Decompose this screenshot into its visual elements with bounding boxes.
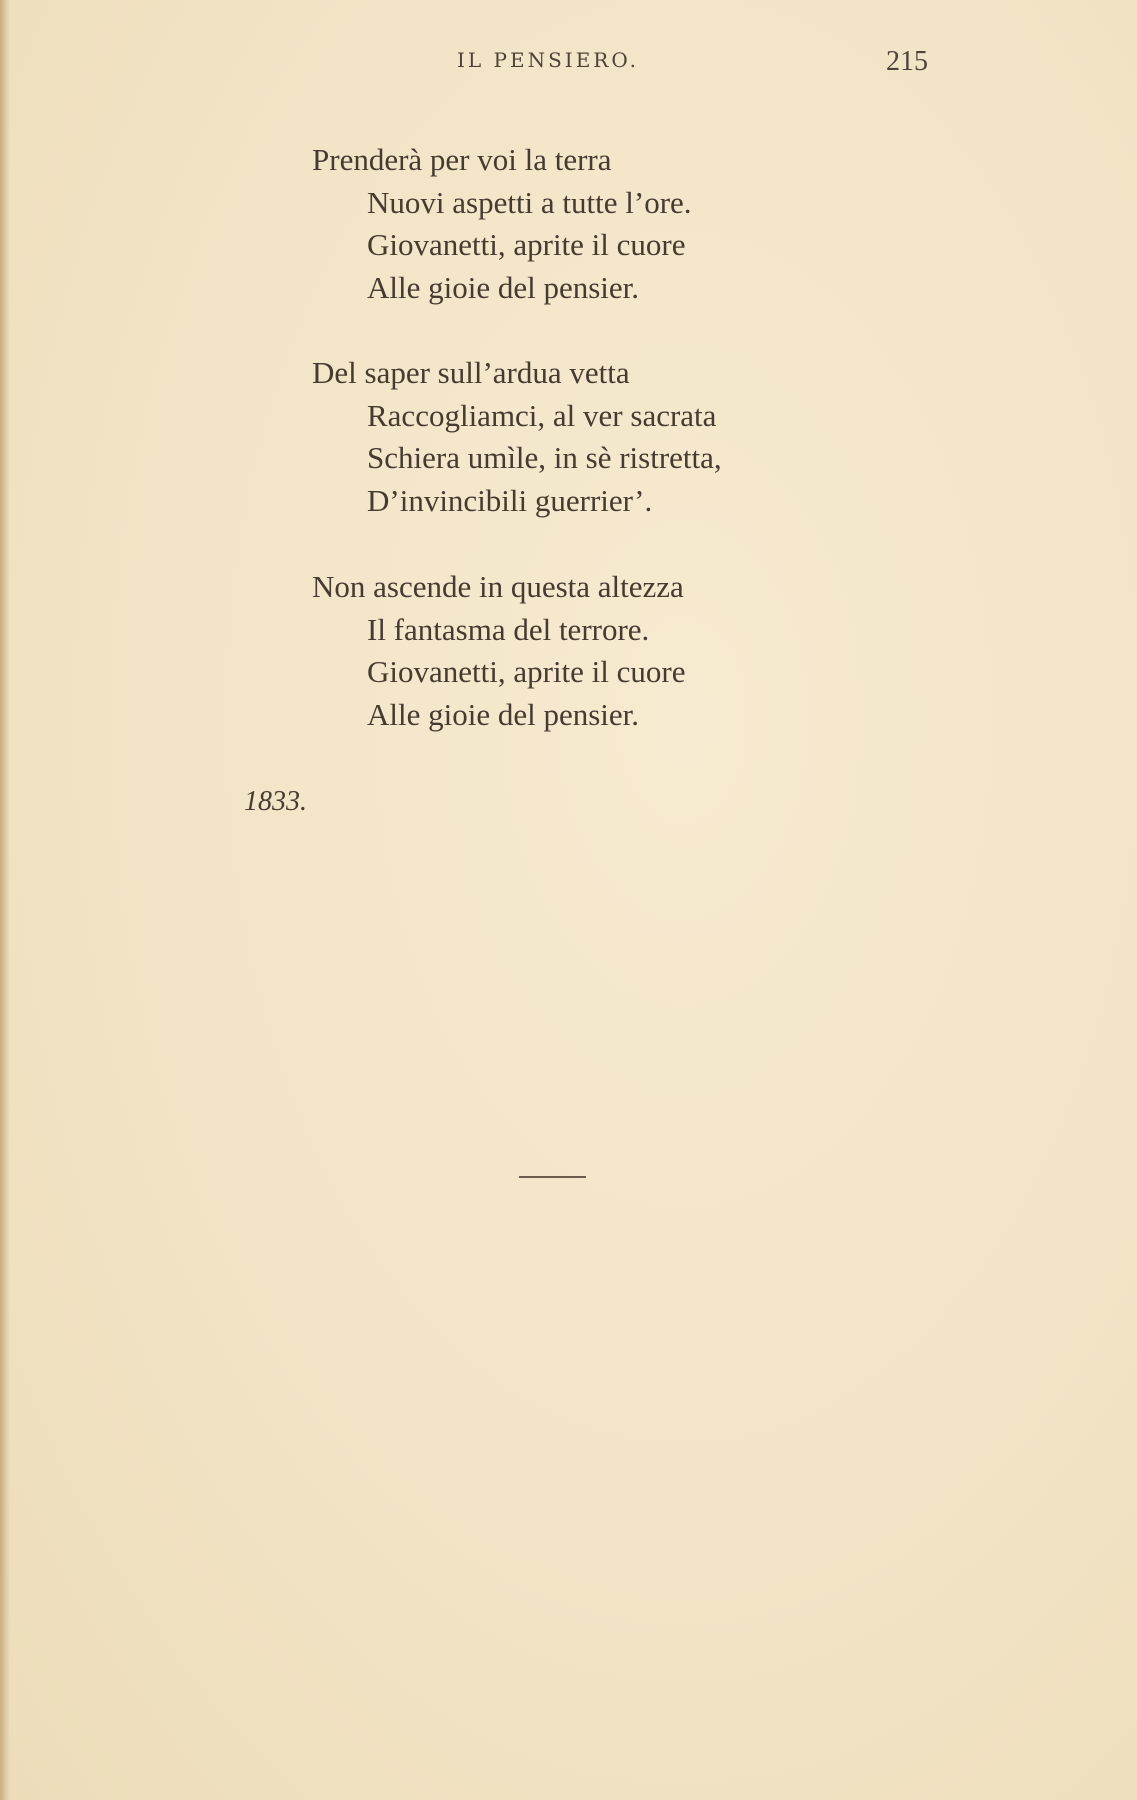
verse-line: Non ascende in questa altezza (312, 569, 684, 604)
stanza-1 (312, 139, 692, 309)
verse-line: Giovanetti, aprite il cuore (367, 654, 686, 689)
page-number: 215 (886, 46, 928, 77)
verse-line: Alle gioie del pensier. (367, 269, 640, 305)
running-title: IL PENSIERO. (457, 48, 639, 72)
verse-line: Il fantasma del terrore. (367, 611, 650, 647)
verse-line: Giovanetti, aprite il cuore (367, 227, 686, 262)
verse-line: Prenderà per voi la terra (312, 142, 612, 177)
stanza-3 (312, 566, 686, 736)
verse-line: Schiera umìle, in sè ristretta, (367, 440, 722, 475)
verse-line: Alle gioie del pensier. (367, 696, 640, 732)
verse-line: Del saper sull’ardua vetta (312, 355, 630, 390)
verse-line: Raccogliamci, al ver sacrata (367, 397, 717, 433)
stanza-2 (312, 352, 722, 522)
verse-line: Nuovi aspetti a tutte l’ore. (367, 184, 692, 220)
poem-date: 1833. (244, 786, 307, 817)
verse-line: D’invincibili guerrier’. (367, 482, 653, 518)
end-rule-divider (519, 1176, 586, 1178)
page-binding-edge (0, 0, 10, 1800)
